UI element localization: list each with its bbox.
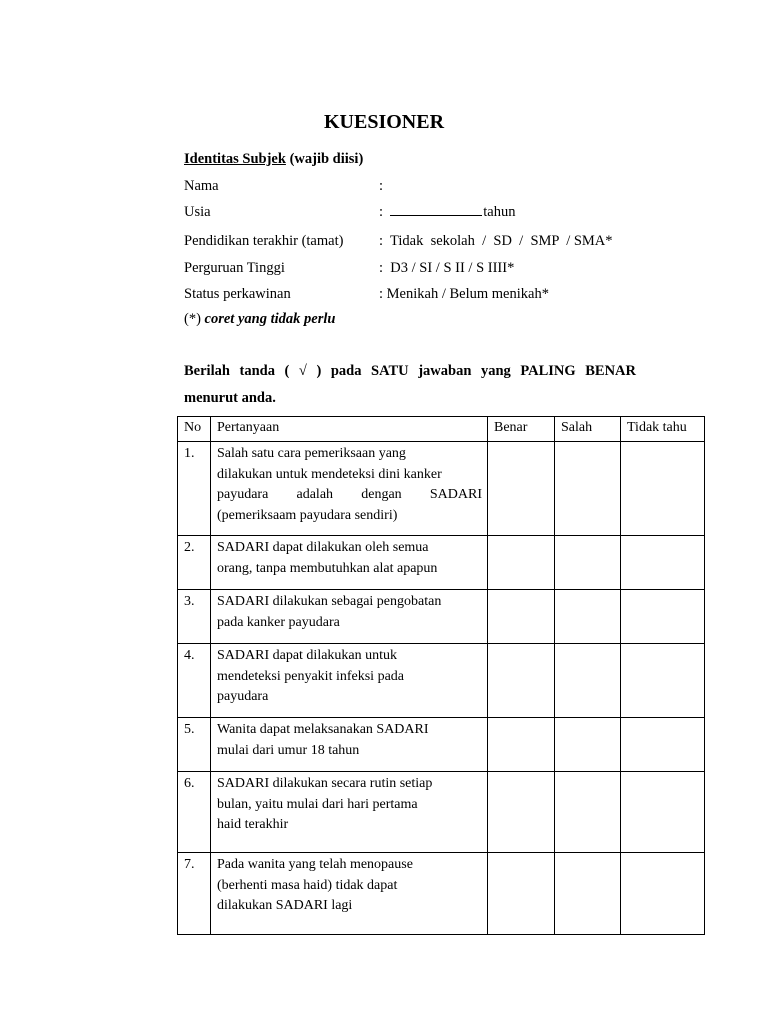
- table-row: [178, 536, 705, 590]
- answer-true-cell[interactable]: [488, 644, 555, 718]
- answer-dont-know-cell[interactable]: [621, 853, 705, 935]
- field-perguruan-tinggi: [184, 258, 664, 278]
- answer-false-cell[interactable]: [555, 853, 621, 935]
- answer-dont-know-cell[interactable]: [621, 718, 705, 772]
- field-label: Pendidikan terakhir (tamat): [184, 233, 344, 249]
- header-question: Pertanyaan: [211, 417, 488, 442]
- header-no: No: [178, 417, 211, 442]
- answer-false-cell[interactable]: [555, 718, 621, 772]
- field-label: Status perkawinan: [184, 286, 291, 302]
- question-line: dilakukan SADARI lagi: [217, 898, 353, 913]
- table-row: [178, 853, 705, 935]
- field-status-perkawinan: [184, 284, 664, 304]
- table-header-row: [178, 417, 705, 442]
- table-row: [178, 442, 705, 536]
- field-usia: [184, 202, 664, 222]
- question-text: [211, 853, 488, 935]
- question-line: Salah satu cara pemeriksaan yang: [217, 446, 406, 461]
- answer-false-cell[interactable]: [555, 442, 621, 536]
- answer-dont-know-cell[interactable]: [621, 442, 705, 536]
- table-row: [178, 718, 705, 772]
- field-label: Perguruan Tinggi: [184, 260, 285, 276]
- question-line: haid terakhir: [217, 817, 289, 832]
- answer-true-cell[interactable]: [488, 590, 555, 644]
- answer-true-cell[interactable]: [488, 536, 555, 590]
- question-line: Wanita dapat melaksanakan SADARI: [217, 722, 429, 737]
- field-nama: [184, 176, 664, 196]
- answer-dont-know-cell[interactable]: [621, 536, 705, 590]
- footnote: [184, 311, 335, 328]
- row-number: 3.: [178, 590, 211, 644]
- table-row: [178, 644, 705, 718]
- question-line: payudara adalah dengan SADARI: [217, 487, 482, 502]
- question-line: pada kanker payudara: [217, 614, 340, 630]
- field-value: : Menikah / Belum menikah*: [379, 286, 549, 302]
- question-text: [211, 442, 488, 536]
- row-number: 4.: [178, 644, 211, 718]
- field-label: Usia: [184, 204, 211, 220]
- question-line: bulan, yaitu mulai dari hari pertama: [217, 796, 418, 812]
- answer-dont-know-cell[interactable]: [621, 772, 705, 853]
- footnote-text: coret yang tidak perlu: [204, 311, 336, 327]
- answer-true-cell[interactable]: [488, 718, 555, 772]
- answer-true-cell[interactable]: [488, 853, 555, 935]
- page-title: KUESIONER: [323, 111, 445, 133]
- field-pendidikan: [184, 231, 664, 251]
- field-value: :: [379, 178, 384, 194]
- table-row: [178, 772, 705, 853]
- question-text: [211, 590, 488, 644]
- question-line: orang, tanpa membutuhkan alat apapun: [217, 560, 438, 576]
- question-text: [211, 772, 488, 853]
- answer-true-cell[interactable]: [488, 772, 555, 853]
- answer-true-cell[interactable]: [488, 442, 555, 536]
- row-number: 6.: [178, 772, 211, 853]
- age-blank-line[interactable]: [390, 202, 482, 216]
- header-dont-know: Tidak tahu: [621, 417, 705, 442]
- field-label: Nama: [184, 178, 219, 194]
- field-colon: :: [379, 204, 391, 220]
- row-number: 1.: [178, 442, 211, 536]
- question-line: SADARI dapat dilakukan untuk: [217, 648, 398, 663]
- row-number: 7.: [178, 853, 211, 935]
- answer-false-cell[interactable]: [555, 536, 621, 590]
- answer-false-cell[interactable]: [555, 644, 621, 718]
- identity-heading-main: Identitas Subjek: [184, 151, 286, 167]
- row-number: 2.: [178, 536, 211, 590]
- questions-table: [177, 416, 705, 935]
- header-true: Benar: [488, 417, 555, 442]
- question-line: mendeteksi penyakit infeksi pada: [217, 668, 404, 684]
- answer-false-cell[interactable]: [555, 772, 621, 853]
- question-line: dilakukan untuk mendeteksi dini kanker: [217, 466, 442, 482]
- identity-heading: [184, 151, 363, 168]
- question-line: Pada wanita yang telah menopause: [217, 857, 413, 872]
- field-value: [379, 202, 516, 222]
- answer-dont-know-cell[interactable]: [621, 590, 705, 644]
- question-text: [211, 718, 488, 772]
- answer-dont-know-cell[interactable]: [621, 644, 705, 718]
- header-false: Salah: [555, 417, 621, 442]
- question-line: (berhenti masa haid) tidak dapat: [217, 877, 398, 893]
- question-text: [211, 536, 488, 590]
- question-line: SADARI dapat dilakukan oleh semua: [217, 540, 429, 555]
- question-line: payudara: [217, 689, 269, 704]
- age-unit: tahun: [483, 204, 516, 220]
- answer-false-cell[interactable]: [555, 590, 621, 644]
- field-value: : D3 / SI / S II / S IIII*: [379, 260, 515, 276]
- instruction-line-2: menurut anda.: [184, 390, 276, 406]
- footnote-marker: (*): [184, 311, 205, 327]
- question-line: SADARI dilakukan sebagai pengobatan: [217, 594, 442, 609]
- field-value: : Tidak sekolah / SD / SMP / SMA*: [379, 233, 613, 249]
- question-line: SADARI dilakukan secara rutin setiap: [217, 776, 433, 791]
- identity-heading-note: (wajib diisi): [285, 151, 364, 167]
- instruction-line-1: Berilah tanda ( √ ) pada SATU jawaban yang PALING BENAR: [184, 363, 636, 379]
- question-text: [211, 644, 488, 718]
- table-row: [178, 590, 705, 644]
- question-line: (pemeriksaam payudara sendiri): [217, 507, 398, 523]
- row-number: 5.: [178, 718, 211, 772]
- question-line: mulai dari umur 18 tahun: [217, 742, 360, 758]
